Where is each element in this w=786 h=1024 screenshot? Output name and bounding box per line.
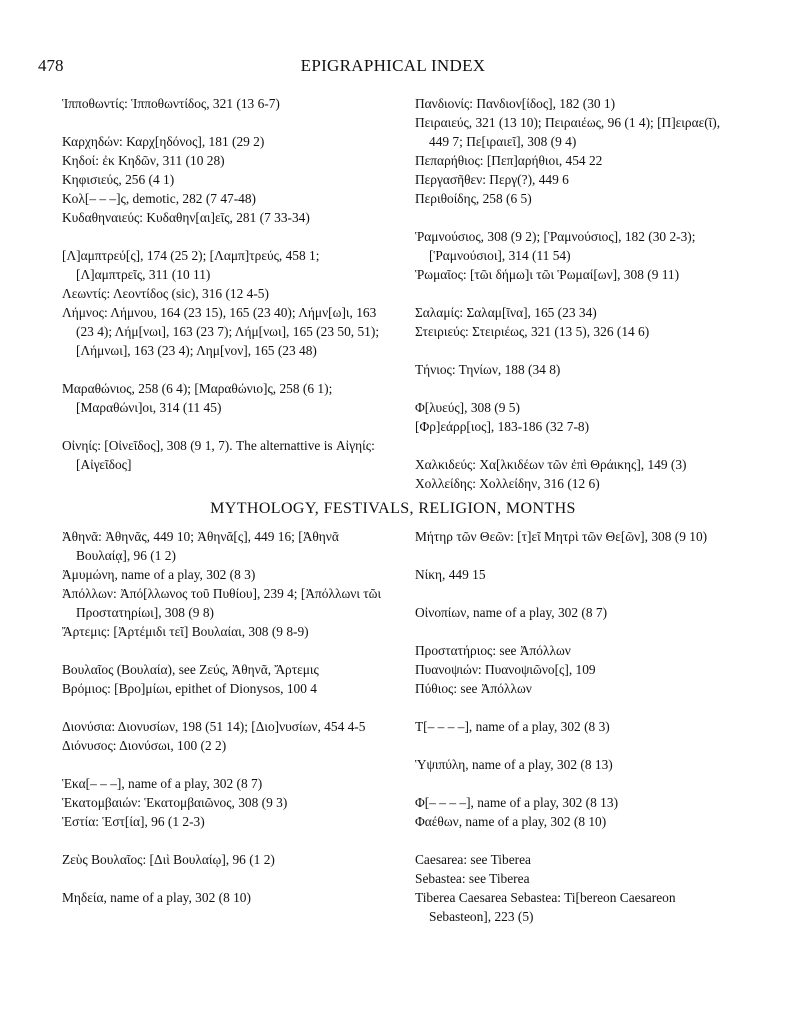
index-entry: Βουλαῖος (Βουλαία), see Ζεύς, Ἀθηνᾶ, Ἄρτεμις <box>62 662 319 677</box>
index-entry: [Λ]αμπτρεύ[ς], 174 (25 2); [Λαμπ]τρεύς, 458 1; [Λ]αμπτρεῖς, 311 (10 11) <box>62 248 320 282</box>
index-entry: Οἰνοπίων, name of a play, 302 (8 7) <box>415 605 608 620</box>
index-entry: Λήμνος: Λήμνου, 164 (23 15), 165 (23 40); Λήμν[ω]ι, 163 (23 4); Λήμ[νωι], 163 (23 7); Λήμ[νωι], 165 (23 50, 51); [Λήμνωι], 163 (23 4); Λημ[νον], 165 (23 48) <box>62 305 380 358</box>
index-entry: Στειριεύς: Στειριέως, 321 (13 5), 326 (14 6) <box>415 324 650 339</box>
index-entry: Caesarea: see Tiberea <box>415 852 532 867</box>
entry-spacer <box>415 584 737 603</box>
index-entry: Χαλκιδεύς: Χα[λκιδέων τῶν ἐπὶ Θράικης], 149 (3) <box>415 457 687 472</box>
entry-spacer <box>62 869 382 888</box>
index-entry: Ῥωμαῖος: [τῶι δήμω]ι τῶι Ῥωμαί[ων], 308 (9 11) <box>415 267 680 282</box>
entry-spacer <box>62 698 382 717</box>
index-entry: Φ[λυεύς], 308 (9 5) <box>415 400 520 415</box>
index-entry: Sebastea: see Tiberea <box>415 871 530 886</box>
entry-spacer <box>62 641 382 660</box>
index-entry: Σαλαμίς: Σαλαμ[ῖνα], 165 (23 34) <box>415 305 597 320</box>
index-entry: Tiberea Caesarea Sebastea: Ti[bereon Caesareon Sebasteon], 223 (5) <box>415 890 676 924</box>
index-entry: Ὑψιπύλη, name of a play, 302 (8 13) <box>415 757 613 772</box>
index-entry: Διονύσια: Διονυσίων, 198 (51 14); [Διο]νυσίων, 454 4-5 <box>62 719 366 734</box>
index-entry: Πειραιεύς, 321 (13 10); Πειραιέως, 96 (1 4); [Π]ειραε(ῖ), 449 7; Πε[ιραιεῖ], 308 (9 4) <box>415 115 721 149</box>
index-column-bottom-right <box>415 527 737 926</box>
index-entry: Τήνιος: Τηνίων, 188 (34 8) <box>415 362 561 377</box>
index-entry: Ἑστία: Ἑστ[ία], 96 (1 2-3) <box>62 814 205 829</box>
index-entry: Τ[– – – –], name of a play, 302 (8 3) <box>415 719 610 734</box>
index-entry: Προστατήριος: see Ἀπόλλων <box>415 643 571 658</box>
index-entry: Ἀμυμώνη, name of a play, 302 (8 3) <box>62 567 256 582</box>
index-entry: Βρόμιος: [Βρο]μίωι, epithet of Dionysos, 100 4 <box>62 681 317 696</box>
index-entry: Πυανοψιών: Πυανοψιῶνο[ς], 109 <box>415 662 596 677</box>
index-entry: Ἑκατομβαιών: Ἑκατομβαιῶνος, 308 (9 3) <box>62 795 288 810</box>
index-entry: Ἀθηνᾶ: Ἀθηνᾶς, 449 10; Ἀθηνᾶ[ς], 449 16; [Ἀθηνᾶ Βουλαίᾳ], 96 (1 2) <box>62 529 339 563</box>
index-entry: Περιθοίδης, 258 (6 5) <box>415 191 532 206</box>
index-entry: Διόνυσος: Διονύσωι, 100 (2 2) <box>62 738 227 753</box>
index-entry: Μήτηρ τῶν Θεῶν: [τ]εῖ Μητρὶ τῶν Θε[ῶν], 308 (9 10) <box>415 529 708 544</box>
index-entry: Πύθιος: see Ἀπόλλων <box>415 681 532 696</box>
index-entry: Οἰνηίς: [Οἰνεῖδος], 308 (9 1, 7). The alternattive is Αἰγηίς: [Αἰγεῖδος] <box>62 438 375 472</box>
index-entry: Κηφισιεύς, 256 (4 1) <box>62 172 175 187</box>
index-entry: Ῥαμνούσιος, 308 (9 2); [Ῥαμνούσιος], 182 (30 2-3); [Ῥαμνούσιοι], 314 (11 54) <box>415 229 696 263</box>
index-entry: Μαραθώνιος, 258 (6 4); [Μαραθώνιο]ς, 258 (6 1); [Μαραθώνι]οι, 314 (11 45) <box>62 381 333 415</box>
index-column-top-left <box>62 94 382 474</box>
index-column-top-right <box>415 94 737 493</box>
entry-spacer <box>415 546 737 565</box>
index-entry: Καρχηδών: Καρχ[ηδόνος], 181 (29 2) <box>62 134 265 149</box>
index-entry: Κολ[– – –]ς, demotic, 282 (7 47-48) <box>62 191 257 206</box>
index-entry: Χολλείδης: Χολλείδην, 316 (12 6) <box>415 476 600 491</box>
running-head: EPIGRAPHICAL INDEX <box>300 56 486 75</box>
entry-spacer <box>62 227 382 246</box>
entry-spacer <box>415 698 737 717</box>
entry-spacer <box>415 622 737 641</box>
entry-spacer <box>62 831 382 850</box>
entry-spacer <box>415 284 737 303</box>
entry-spacer <box>415 774 737 793</box>
index-entry: Κηδοί: ἐκ Κηδῶν, 311 (10 28) <box>62 153 225 168</box>
index-column-bottom-left <box>62 527 382 907</box>
index-entry: [Φρ]εάρρ[ιος], 183-186 (32 7-8) <box>415 419 590 434</box>
index-entry: Φ[– – – –], name of a play, 302 (8 13) <box>415 795 619 810</box>
index-entry: Λεωντίς: Λεοντίδος (sic), 316 (12 4-5) <box>62 286 269 301</box>
section-heading: MYTHOLOGY, FESTIVALS, RELIGION, MONTHS <box>210 500 576 517</box>
index-entry: Ἀπόλλων: Ἀπό[λλωνος τοῦ Πυθίου], 239 4; [Ἀπόλλωνι τῶι Προστατηρίωι], 308 (9 8) <box>62 586 382 620</box>
index-entry: Πεπαρήθιος: [Πεπ]αρήθιοι, 454 22 <box>415 153 603 168</box>
index-entry: Ζεὺς Βουλαῖος: [Διὶ Βουλαίῳ], 96 (1 2) <box>62 852 275 867</box>
index-entry: Φαέθων, name of a play, 302 (8 10) <box>415 814 607 829</box>
index-entry: Μηδεία, name of a play, 302 (8 10) <box>62 890 251 905</box>
index-entry: Ἄρτεμις: [Ἀρτέμιδι τεῖ] Βουλαίαι, 308 (9 8-9) <box>62 624 309 639</box>
entry-spacer <box>62 113 382 132</box>
index-entry: Πανδιονίς: Πανδιον[ίδος], 182 (30 1) <box>415 96 616 111</box>
index-entry: Ἱπποθωντίς: Ἱπποθωντίδος, 321 (13 6-7) <box>62 96 280 111</box>
entry-spacer <box>62 417 382 436</box>
index-entry: Κυδαθηναιεύς: Κυδαθην[αι]εῖς, 281 (7 33-34) <box>62 210 310 225</box>
entry-spacer <box>415 736 737 755</box>
entry-spacer <box>62 360 382 379</box>
index-entry: Νίκη, 449 15 <box>415 567 486 582</box>
index-entry: Περγασῆθεν: Περγ(?), 449 6 <box>415 172 569 187</box>
entry-spacer <box>415 341 737 360</box>
index-entry: Ἑκα[– – –], name of a play, 302 (8 7) <box>62 776 263 791</box>
entry-spacer <box>62 755 382 774</box>
entry-spacer <box>415 379 737 398</box>
entry-spacer <box>415 831 737 850</box>
entry-spacer <box>415 436 737 455</box>
page-number: 478 <box>38 56 64 75</box>
entry-spacer <box>415 208 737 227</box>
